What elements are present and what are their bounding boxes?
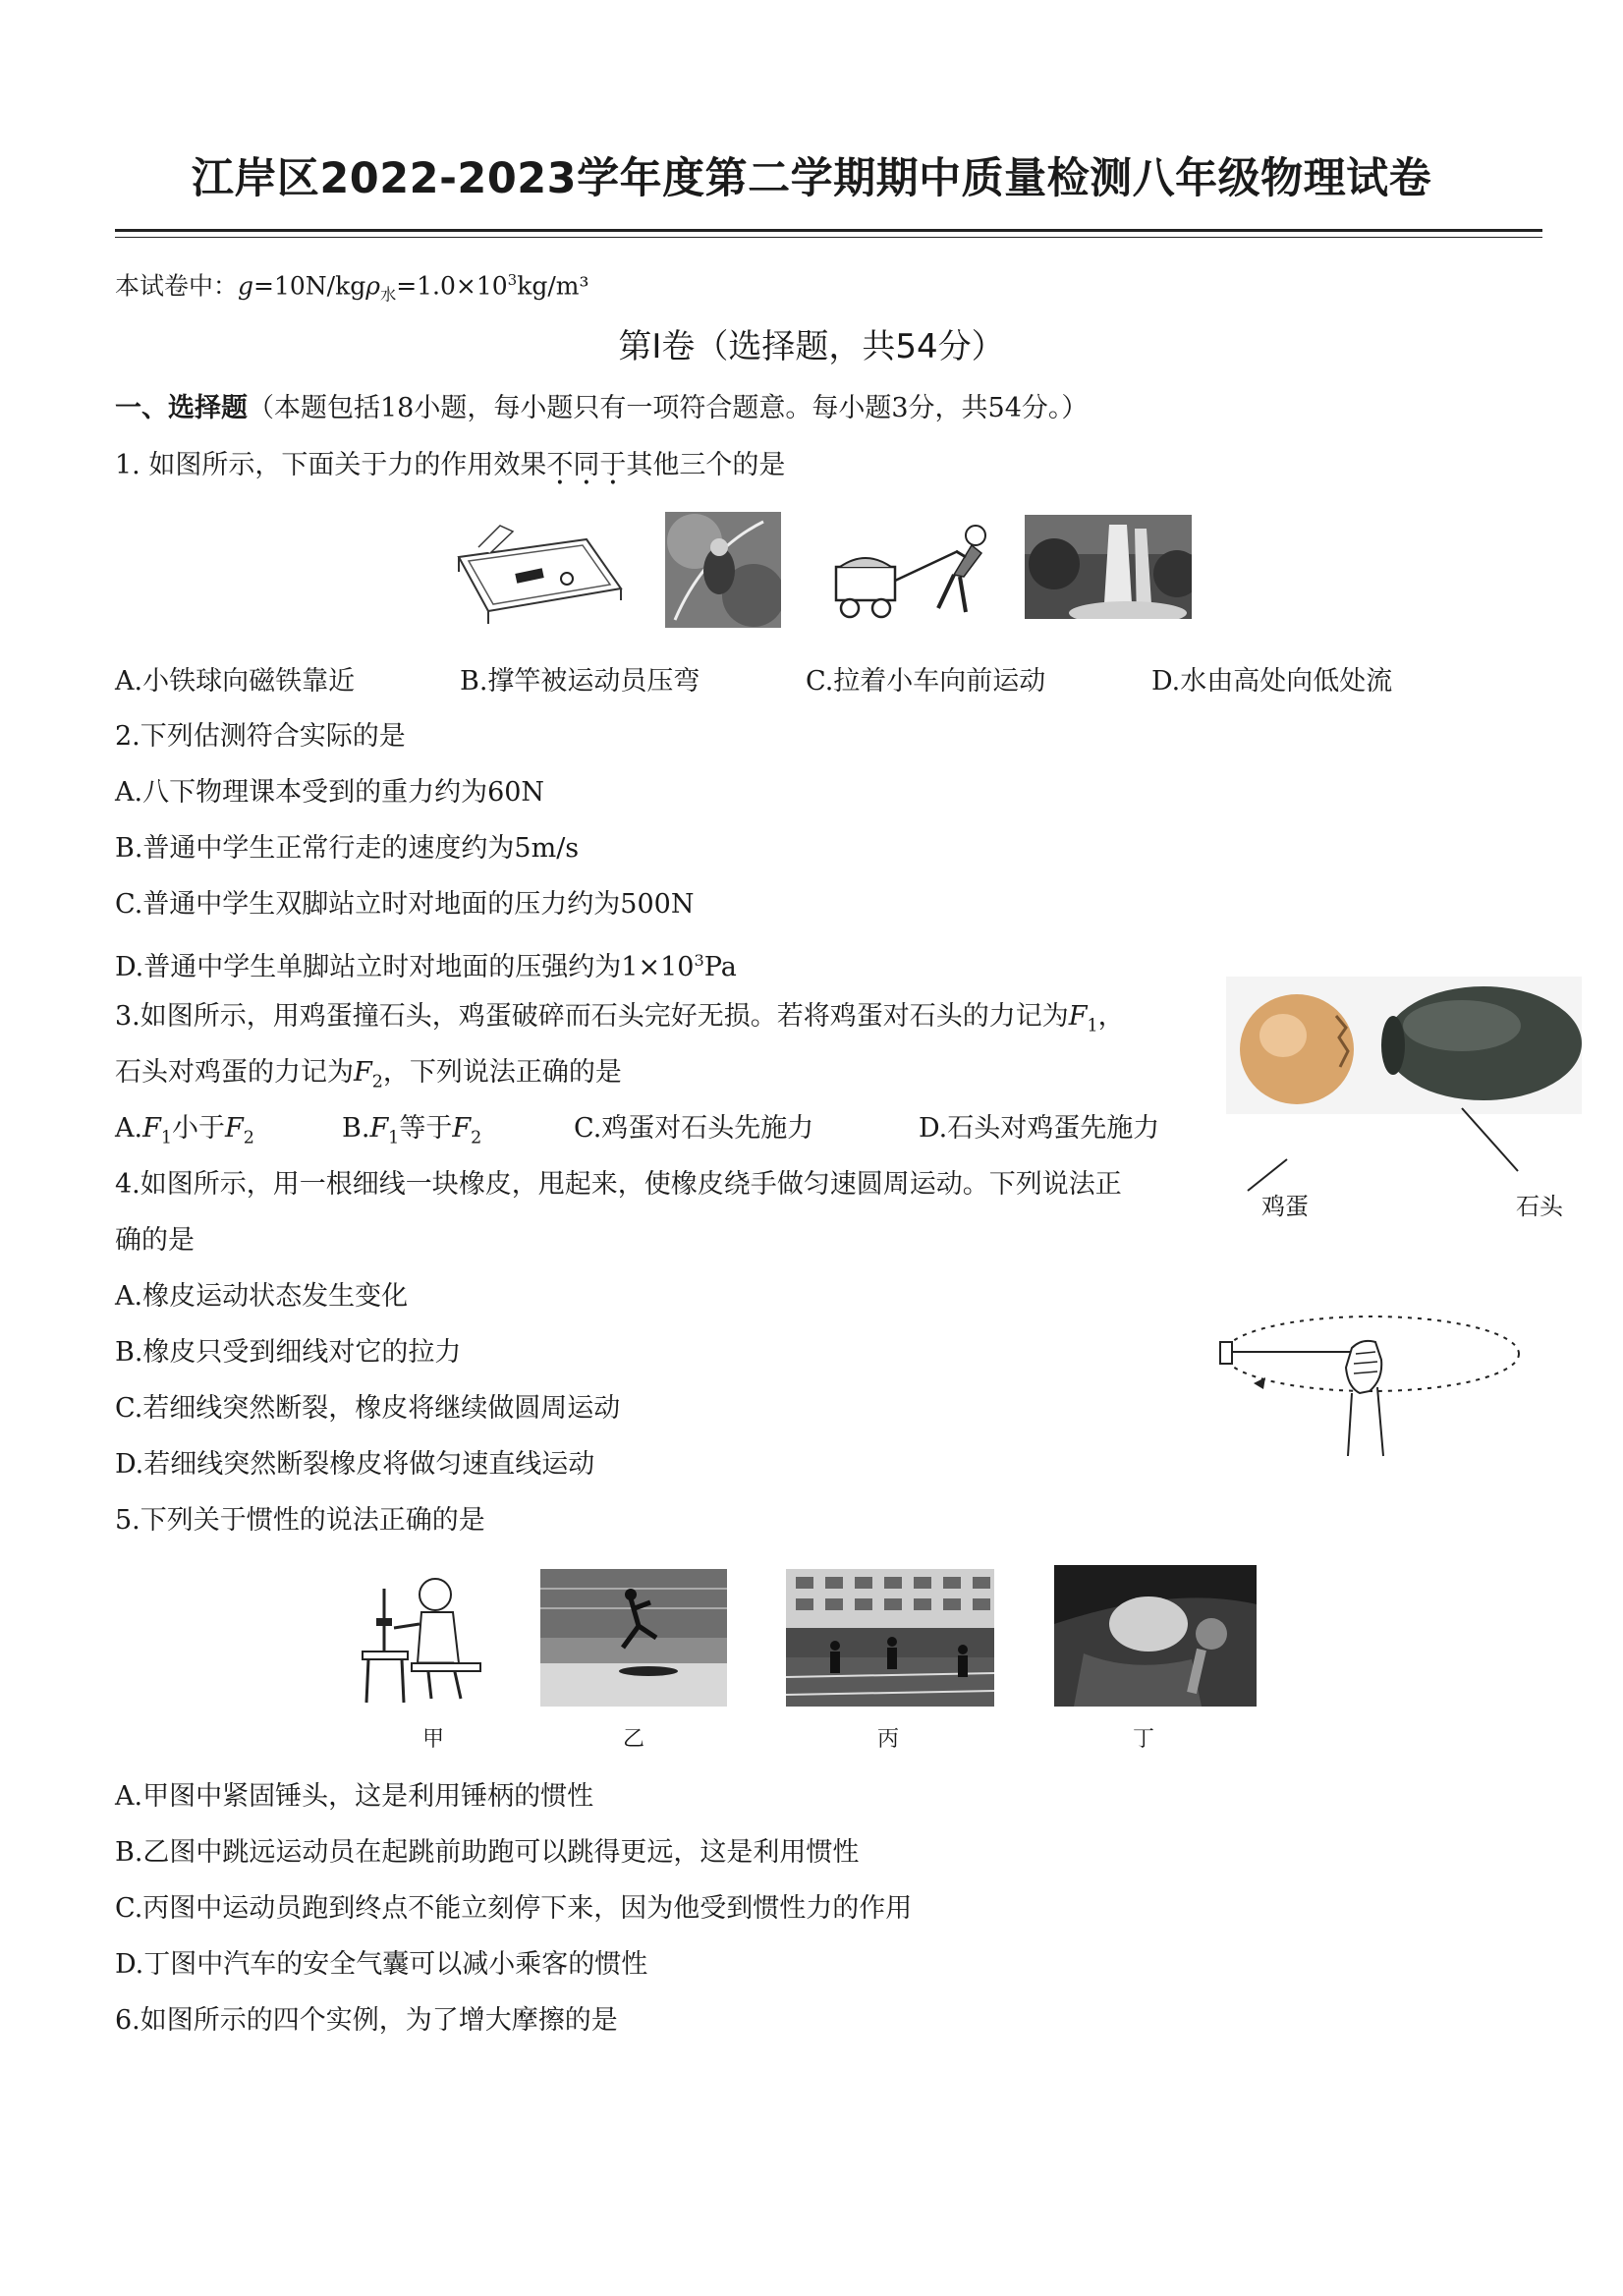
g-value: =10N/kg bbox=[253, 271, 366, 301]
q3-f: F bbox=[354, 1057, 372, 1088]
q3-f: F bbox=[452, 1113, 472, 1144]
q1-figure-b bbox=[665, 512, 781, 628]
q1-figure-a bbox=[439, 518, 624, 626]
q2-option-a: A.八下物理课本受到的重力约为60N bbox=[115, 777, 545, 808]
q3-line1-text: 3.如图所示，用鸡蛋撞石头，鸡蛋破碎而石头完好无损。若将鸡蛋对石头的力记为 bbox=[115, 1001, 1069, 1032]
q1-emph-char: 同 bbox=[573, 450, 600, 480]
q6-stem: 6.如图所示的四个实例，为了增大摩擦的是 bbox=[115, 2005, 618, 2036]
q1-prefix: 1. 如图所示，下面关于力的作用效果 bbox=[115, 450, 547, 480]
q4-option-d: D.若细线突然断裂橡皮将做匀速直线运动 bbox=[115, 1449, 595, 1480]
q5-label-jia: 甲 bbox=[422, 1727, 445, 1752]
q2-option-c: C.普通中学生双脚站立时对地面的压力约为500N bbox=[115, 889, 695, 920]
rho-sub: 水 bbox=[379, 285, 397, 305]
section-title: 第Ⅰ卷（选择题，共54分） bbox=[618, 327, 1005, 366]
q1-option-d: D.水由高处向低处流 bbox=[1151, 666, 1393, 697]
q4-option-c: C.若细线突然断裂，橡皮将继续做圆周运动 bbox=[115, 1393, 621, 1424]
rho-value: =1.0×10 bbox=[396, 271, 508, 301]
q5-option-d: D.丁图中汽车的安全气囊可以减小乘客的惯性 bbox=[115, 1949, 648, 1980]
q2-option-b: B.普通中学生正常行走的速度约为5m/s bbox=[115, 833, 580, 864]
q1-option-c: C.拉着小车向前运动 bbox=[806, 666, 1046, 697]
part-label: 一、选择题 bbox=[115, 393, 248, 423]
q5-option-b: B.乙图中跳远运动员在起跳前助跑可以跳得更远，这是利用惯性 bbox=[115, 1837, 860, 1868]
q3-sub: 1 bbox=[160, 1128, 172, 1148]
q1-emph-char: 不 bbox=[546, 450, 574, 480]
q3-f: F bbox=[142, 1113, 161, 1144]
q1-option-a: A.小铁球向磁铁靠近 bbox=[115, 666, 356, 697]
q5-stem: 5.下列关于惯性的说法正确的是 bbox=[115, 1505, 485, 1536]
q4-line1: 4.如图所示，用一根细线一块橡皮，甩起来，使橡皮绕手做匀速圆周运动。下列说法正 bbox=[115, 1169, 1122, 1200]
q1-emph-char: 于 bbox=[599, 450, 627, 480]
q3-line1 bbox=[115, 1000, 1125, 1042]
q3-sub: 1 bbox=[388, 1128, 400, 1148]
q3-comma: ， bbox=[1097, 1001, 1125, 1032]
q5-figure-yi bbox=[540, 1569, 727, 1707]
q1-figure-c bbox=[828, 522, 1003, 626]
part-header bbox=[115, 392, 1088, 425]
q5-figure-jia bbox=[359, 1569, 496, 1707]
q3-opt-mid: 等于 bbox=[399, 1113, 453, 1144]
q3-sub: 2 bbox=[243, 1128, 254, 1148]
q5-figure-ding bbox=[1054, 1565, 1257, 1707]
q3-option-d: D.石头对鸡蛋先施力 bbox=[919, 1113, 1160, 1144]
q2-option-d-exp: 3 bbox=[694, 951, 704, 970]
exam-title: 江岸区2022-2023学年度第二学期期中质量检测八年级物理试卷 bbox=[191, 154, 1432, 203]
q1-stem bbox=[115, 449, 785, 482]
title-rule-top bbox=[115, 229, 1542, 232]
q4-figure bbox=[1214, 1309, 1529, 1495]
g-var: g bbox=[238, 271, 254, 301]
q4-option-b: B.橡皮只受到细线对它的拉力 bbox=[115, 1337, 462, 1368]
q3-option-b bbox=[342, 1112, 481, 1154]
q3-opt-prefix: B. bbox=[342, 1113, 370, 1144]
q1-figure-d bbox=[1025, 515, 1192, 619]
q3-option-a bbox=[115, 1112, 254, 1154]
q3-opt-prefix: A. bbox=[115, 1113, 143, 1144]
q5-option-c: C.丙图中运动员跑到终点不能立刻停下来，因为他受到惯性力的作用 bbox=[115, 1893, 913, 1924]
constants-prefix: 本试卷中： bbox=[115, 271, 239, 301]
q3-opt-mid: 小于 bbox=[171, 1113, 225, 1144]
q5-label-yi: 乙 bbox=[623, 1727, 645, 1752]
part-desc: （本题包括18小题，每小题只有一项符合题意。每小题3分，共54分。） bbox=[248, 393, 1089, 423]
q1-suffix: 其他三个的是 bbox=[626, 450, 786, 480]
q5-label-bing: 丙 bbox=[877, 1727, 900, 1752]
rho-unit: kg/m³ bbox=[517, 271, 589, 301]
q3-f: F bbox=[369, 1113, 389, 1144]
q3-label-egg: 鸡蛋 bbox=[1261, 1193, 1309, 1220]
q3-sub: 2 bbox=[471, 1128, 482, 1148]
q1-option-b: B.撑竿被运动员压弯 bbox=[460, 666, 700, 697]
constants-line bbox=[115, 263, 589, 311]
q2-stem: 2.下列估测符合实际的是 bbox=[115, 721, 406, 752]
rho-var: ρ bbox=[365, 271, 380, 301]
rho-exp: 3 bbox=[507, 271, 518, 289]
q4-line2: 确的是 bbox=[115, 1225, 195, 1256]
q5-label-ding: 丁 bbox=[1133, 1727, 1155, 1752]
q3-label-stone: 石头 bbox=[1516, 1193, 1563, 1220]
q3-line2 bbox=[115, 1056, 622, 1098]
q4-option-a: A.橡皮运动状态发生变化 bbox=[115, 1281, 409, 1312]
q3-sub: 1 bbox=[1087, 1016, 1098, 1036]
q3-option-c: C.鸡蛋对石头先施力 bbox=[574, 1113, 814, 1144]
q3-line2-text: 石头对鸡蛋的力记为 bbox=[115, 1057, 354, 1088]
q5-figure-bing bbox=[786, 1569, 994, 1707]
q3-f: F bbox=[224, 1113, 244, 1144]
q5-option-a: A.甲图中紧固锤头，这是利用锤柄的惯性 bbox=[115, 1781, 594, 1812]
q3-line2-end: ，下列说法正确的是 bbox=[382, 1057, 622, 1088]
q3-figure bbox=[1226, 977, 1582, 1114]
q2-option-d bbox=[115, 944, 737, 984]
q2-option-d-suffix: Pa bbox=[703, 952, 737, 982]
q3-sub: 2 bbox=[371, 1072, 383, 1092]
q2-option-d-prefix: D.普通中学生单脚站立时对地面的压强约为1×10 bbox=[115, 952, 695, 982]
q3-f: F bbox=[1068, 1001, 1088, 1032]
title-rule-bottom bbox=[115, 237, 1542, 238]
